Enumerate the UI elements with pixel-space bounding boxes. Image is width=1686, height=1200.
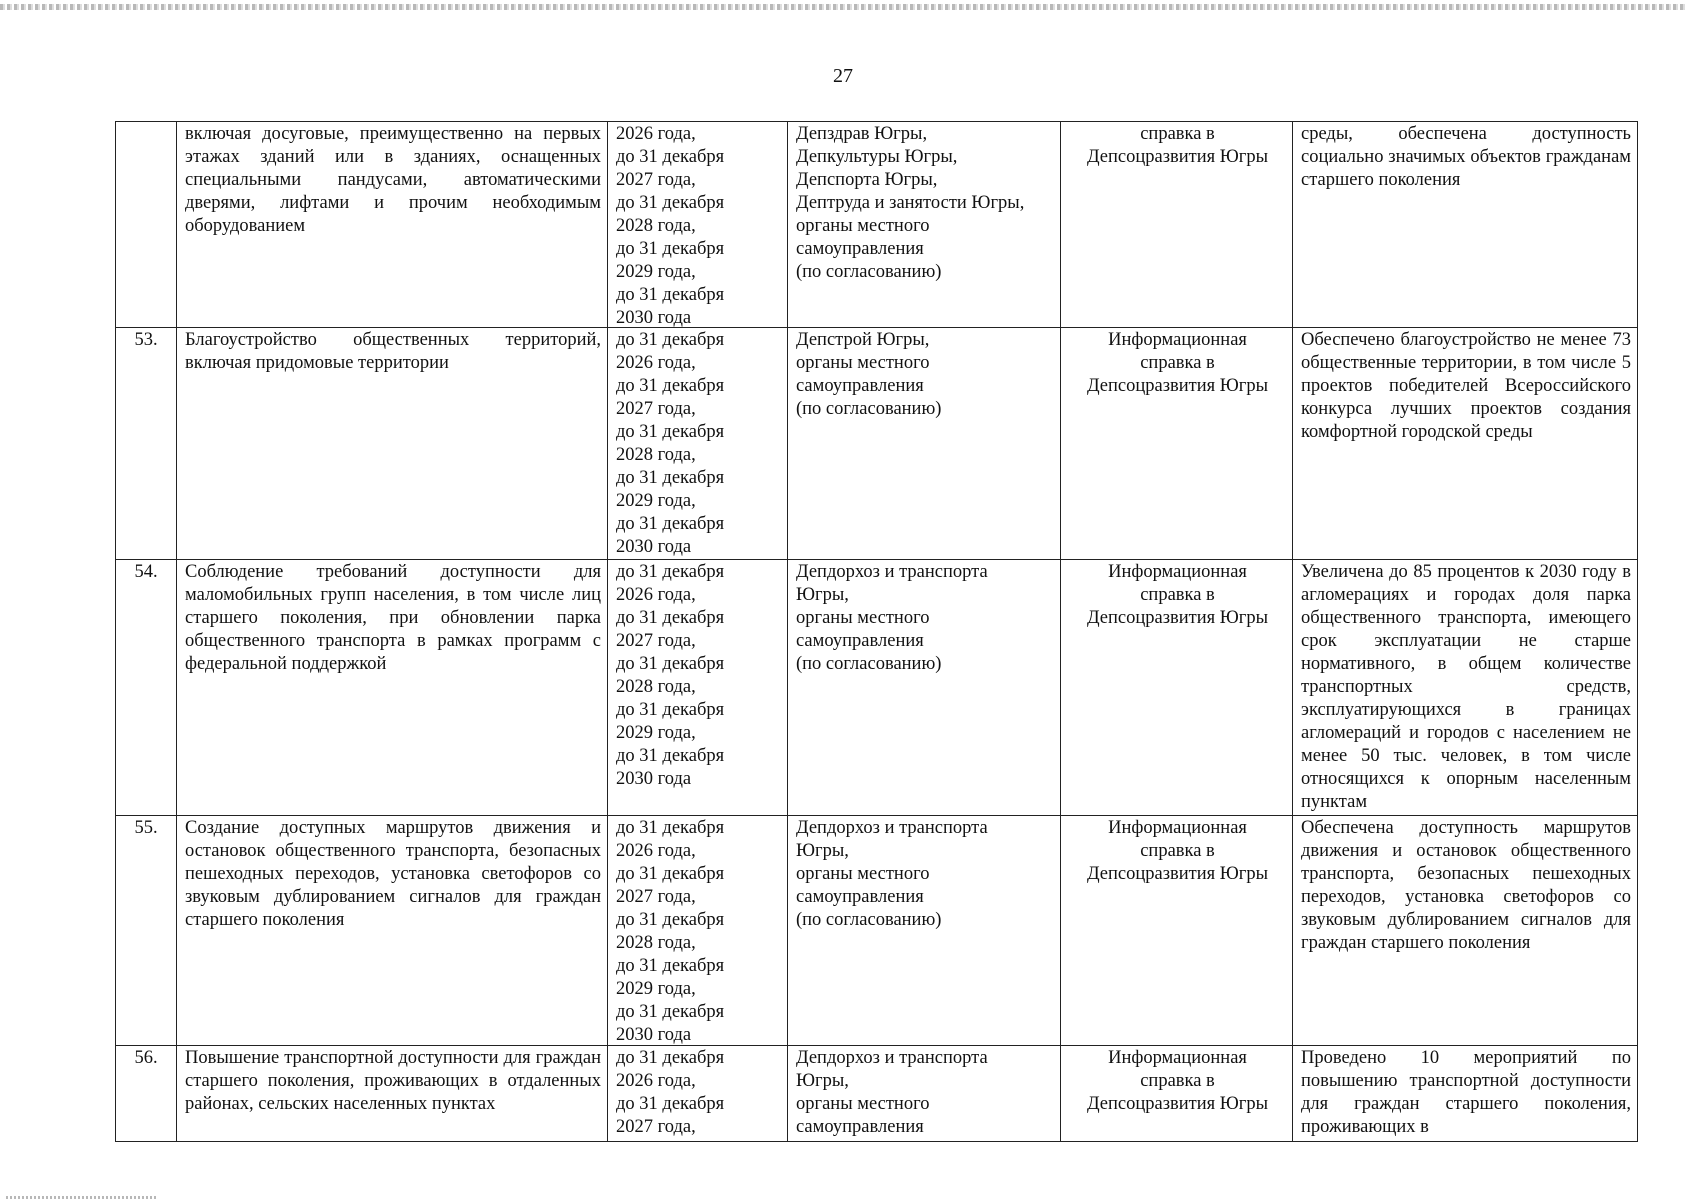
- result-cell: [1293, 122, 1638, 328]
- deadlines-line: 2028 года,: [616, 445, 696, 465]
- result-cell: [1293, 560, 1638, 816]
- deadlines-line: до 31 декабря: [616, 818, 725, 838]
- result-text: среды, обеспечена доступность социально значимых объектов гражданам старшего поколения: [1301, 124, 1631, 190]
- deadlines-line: до 31 декабря: [616, 608, 725, 628]
- report-line: справка в: [1140, 585, 1215, 605]
- responsible-line: (по согласованию): [796, 262, 942, 282]
- deadlines-line: до 31 декабря: [616, 700, 725, 720]
- table-row: [116, 560, 1638, 816]
- deadlines-line: 2027 года,: [616, 631, 696, 651]
- row-number-cell: [116, 122, 177, 328]
- responsible-cell: [788, 1046, 1061, 1142]
- deadlines-line: 2029 года,: [616, 262, 696, 282]
- report-line: справка в: [1140, 1071, 1215, 1091]
- deadline-cell: [608, 328, 788, 560]
- responsible-line: самоуправления: [796, 376, 924, 396]
- responsible-cell: [788, 328, 1061, 560]
- responsible-line: Югры,: [796, 1071, 849, 1091]
- measure-cell: [177, 816, 608, 1046]
- deadlines-line: до 31 декабря: [616, 285, 725, 305]
- deadlines-line: до 31 декабря: [616, 514, 725, 534]
- table-row: [116, 816, 1638, 1046]
- report-cell: [1061, 328, 1293, 560]
- deadlines-line: 2027 года,: [616, 887, 696, 907]
- result-text: Обеспечено благоустройство не менее 73 общественные территории, в том числе 5 проектов победителей Всероссийского конкурса лучших проектов создания комфортной городской среды: [1301, 330, 1631, 442]
- deadlines-line: до 31 декабря: [616, 422, 725, 442]
- row-number-cell: [116, 1046, 177, 1142]
- measure-text: включая досуговые, преимущественно на первых этажах зданий или в зданиях, оснащенных специальными пандусами, автоматическими дверями, лифтами и прочим необходимым оборудованием: [185, 124, 601, 236]
- measure-text: Создание доступных маршрутов движения и остановок общественного транспорта, безопасных пешеходных переходов, установка светофоров со звуковым дублированием сигналов для граждан старшего поколения: [185, 818, 601, 930]
- responsible-line: самоуправления: [796, 887, 924, 907]
- deadlines-line: до 31 декабря: [616, 910, 725, 930]
- page-number: 27: [833, 65, 853, 87]
- deadlines-line: до 31 декабря: [616, 654, 725, 674]
- deadlines-line: 2028 года,: [616, 216, 696, 236]
- responsible-line: Депкультуры Югры,: [796, 147, 958, 167]
- report-cell: [1061, 1046, 1293, 1142]
- deadlines-line: до 31 декабря: [616, 1048, 725, 1068]
- report-line: Депсоцразвития Югры: [1086, 608, 1269, 628]
- report-line: Информационная: [1108, 562, 1247, 582]
- row-number: 56.: [134, 1048, 158, 1068]
- deadline-cell: [608, 1046, 788, 1142]
- deadlines-line: 2029 года,: [616, 491, 696, 511]
- deadlines-line: до 31 декабря: [616, 468, 725, 488]
- deadlines-line: 2030 года: [616, 1025, 692, 1045]
- result-cell: [1293, 328, 1638, 560]
- deadlines-line: до 31 декабря: [616, 330, 725, 350]
- deadlines-line: 2027 года,: [616, 170, 696, 190]
- report-line: Информационная: [1108, 1048, 1247, 1068]
- responsible-line: Депдорхоз и транспорта: [796, 1048, 988, 1068]
- measure-text: Благоустройство общественных территорий, включая придомовые территории: [185, 330, 601, 373]
- deadlines-line: 2027 года,: [616, 399, 696, 419]
- deadlines-line: 2030 года: [616, 537, 692, 557]
- measure-cell: [177, 122, 608, 328]
- deadlines-line: 2029 года,: [616, 979, 696, 999]
- row-number-cell: [116, 560, 177, 816]
- report-line: Информационная: [1108, 818, 1247, 838]
- scan-edge-artifact: [0, 4, 1686, 10]
- responsible-cell: [788, 816, 1061, 1046]
- deadline-cell: [608, 560, 788, 816]
- row-number: 53.: [134, 330, 158, 350]
- result-cell: [1293, 1046, 1638, 1142]
- result-text: Обеспечена доступность маршрутов движения и остановок общественного транспорта, безопасных пешеходных переходов, установка светофоров со звуковым дублированием сигналов для граждан старшего поколения: [1301, 818, 1631, 953]
- responsible-cell: [788, 122, 1061, 328]
- table-row: [116, 1046, 1638, 1142]
- deadlines-line: до 31 декабря: [616, 746, 725, 766]
- report-line: справка в: [1140, 841, 1215, 861]
- deadlines-line: 2026 года,: [616, 585, 696, 605]
- report-line: справка в: [1140, 353, 1215, 373]
- measure-text: Повышение транспортной доступности для граждан старшего поколения, проживающих в отдаленных районах, сельских населенных пунктах: [185, 1048, 601, 1114]
- scan-edge-artifact-bottom: [6, 1196, 156, 1199]
- deadlines-line: до 31 декабря: [616, 562, 725, 582]
- measure-cell: [177, 1046, 608, 1142]
- report-line: Депсоцразвития Югры: [1086, 1094, 1269, 1114]
- measure-cell: [177, 560, 608, 816]
- report-line: Депсоцразвития Югры: [1086, 864, 1269, 884]
- measure-text: Соблюдение требований доступности для маломобильных групп населения, в том числе лиц старшего поколения, при обновлении парка общественного транспорта в рамках программ с федеральной поддержкой: [185, 562, 601, 674]
- table-body: [116, 122, 1638, 1142]
- deadlines-line: 2030 года: [616, 769, 692, 789]
- report-cell: [1061, 560, 1293, 816]
- deadlines-line: 2028 года,: [616, 933, 696, 953]
- responsible-line: Депдорхоз и транспорта: [796, 818, 988, 838]
- measures-table: [115, 121, 1638, 1142]
- table-row: [116, 328, 1638, 560]
- responsible-line: органы местного: [796, 216, 930, 236]
- deadlines-line: до 31 декабря: [616, 376, 725, 396]
- responsible-line: самоуправления: [796, 631, 924, 651]
- deadline-cell: [608, 122, 788, 328]
- table-row: [116, 122, 1638, 328]
- responsible-line: самоуправления: [796, 1117, 924, 1137]
- deadlines-line: до 31 декабря: [616, 239, 725, 259]
- row-number: 54.: [134, 562, 158, 582]
- report-line: Депсоцразвития Югры: [1086, 376, 1269, 396]
- responsible-line: Югры,: [796, 585, 849, 605]
- result-text: Проведено 10 мероприятий по повышению транспортной доступности для граждан старшего поколения, проживающих в: [1301, 1048, 1631, 1137]
- deadlines-line: 2026 года,: [616, 124, 696, 144]
- report-line: справка в: [1140, 124, 1215, 144]
- responsible-line: органы местного: [796, 1094, 930, 1114]
- deadlines-line: 2027 года,: [616, 1117, 696, 1137]
- responsible-line: Депспорта Югры,: [796, 170, 938, 190]
- responsible-line: органы местного: [796, 608, 930, 628]
- report-line: Информационная: [1108, 330, 1247, 350]
- report-cell: [1061, 122, 1293, 328]
- responsible-line: органы местного: [796, 864, 930, 884]
- deadlines-line: до 31 декабря: [616, 864, 725, 884]
- responsible-line: Депдорхоз и транспорта: [796, 562, 988, 582]
- deadlines-line: до 31 декабря: [616, 1094, 725, 1114]
- result-cell: [1293, 816, 1638, 1046]
- responsible-line: самоуправления: [796, 239, 924, 259]
- deadlines-line: до 31 декабря: [616, 1002, 725, 1022]
- report-cell: [1061, 816, 1293, 1046]
- responsible-line: Югры,: [796, 841, 849, 861]
- responsible-line: (по согласованию): [796, 399, 942, 419]
- responsible-cell: [788, 560, 1061, 816]
- deadlines-line: до 31 декабря: [616, 193, 725, 213]
- deadlines-line: 2026 года,: [616, 353, 696, 373]
- responsible-line: (по согласованию): [796, 654, 942, 674]
- result-text: Увеличена до 85 процентов к 2030 году в агломерациях и городах доля парка общественного транспорта, имеющего срок эксплуатации не старше нормативного, в общем количестве транспортных средств, эксплуатирующихся в границах агломераций и городов с населением не менее 50 тыс. человек, в том числе относящихся к опорным населенным пунктам: [1301, 562, 1631, 812]
- deadlines-line: 2026 года,: [616, 841, 696, 861]
- deadlines-line: 2030 года: [616, 308, 692, 327]
- row-number-cell: [116, 816, 177, 1046]
- deadlines-line: до 31 декабря: [616, 956, 725, 976]
- deadline-cell: [608, 816, 788, 1046]
- responsible-line: (по согласованию): [796, 910, 942, 930]
- report-line: Депсоцразвития Югры: [1086, 147, 1269, 167]
- row-number-cell: [116, 328, 177, 560]
- deadlines-line: 2026 года,: [616, 1071, 696, 1091]
- deadlines-line: 2028 года,: [616, 677, 696, 697]
- responsible-line: Депздрав Югры,: [796, 124, 928, 144]
- responsible-line: органы местного: [796, 353, 930, 373]
- responsible-line: Дептруда и занятости Югры,: [796, 193, 1025, 213]
- deadlines-line: до 31 декабря: [616, 147, 725, 167]
- measure-cell: [177, 328, 608, 560]
- row-number: 55.: [134, 818, 158, 838]
- deadlines-line: 2029 года,: [616, 723, 696, 743]
- responsible-line: Депстрой Югры,: [796, 330, 930, 350]
